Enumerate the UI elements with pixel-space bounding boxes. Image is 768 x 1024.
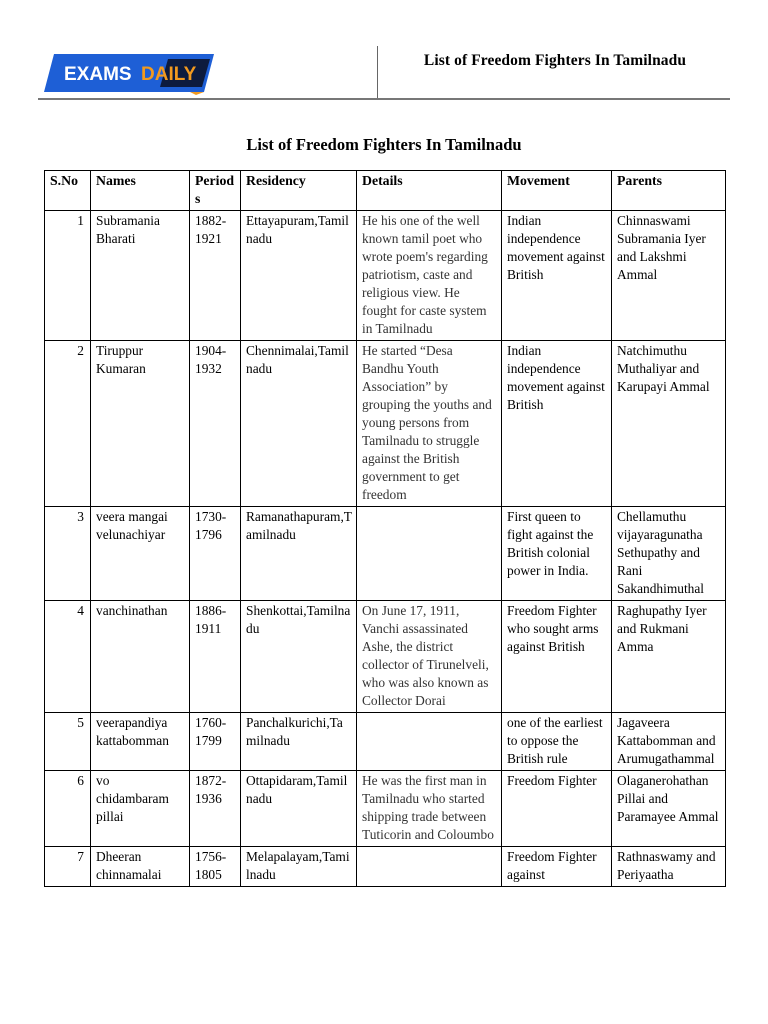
cell-name: Dheeran chinnamalai [91, 847, 190, 887]
cell-period: 1872-1936 [190, 771, 241, 847]
cell-sno: 4 [45, 601, 91, 713]
cell-period: 1882-1921 [190, 211, 241, 341]
column-header-details: Details [357, 171, 502, 211]
cell-residency: Melapalayam,Tamilnadu [241, 847, 357, 887]
table-row [45, 341, 726, 507]
column-header-sno: S.No [45, 171, 91, 211]
cell-parents: Chellamuthu vijayaragunatha Sethupathy and Rani Sakandhimuthal [612, 507, 726, 601]
table-row [45, 211, 726, 341]
cell-parents: Jagaveera Kattabomman and Arumugathammal [612, 713, 726, 771]
cell-movement: Indian independence movement against British [502, 211, 612, 341]
table-row [45, 847, 726, 887]
header-rule [38, 98, 730, 100]
cell-sno: 3 [45, 507, 91, 601]
cell-period: 1904-1932 [190, 341, 241, 507]
logo-accent-shape [190, 92, 204, 95]
cell-residency: Shenkottai,Tamilnadu [241, 601, 357, 713]
cell-sno: 6 [45, 771, 91, 847]
table-row [45, 507, 726, 601]
cell-sno: 1 [45, 211, 91, 341]
column-header-residency: Residency [241, 171, 357, 211]
exams-daily-logo [44, 51, 214, 95]
document-title: List of Freedom Fighters In Tamilnadu [246, 135, 522, 154]
logo-word-daily: DAILY [141, 64, 197, 85]
cell-details [357, 713, 502, 771]
cell-details: On June 17, 1911, Vanchi assassinated Ashe, the district collector of Tirunelveli, who was also known as Collector Dorai [357, 601, 502, 713]
table-row [45, 713, 726, 771]
cell-residency: Chennimalai,Tamilnadu [241, 341, 357, 507]
cell-name: vanchinathan [91, 601, 190, 713]
cell-parents: Raghupathy Iyer and Rukmani Amma [612, 601, 726, 713]
cell-name: Tiruppur Kumaran [91, 341, 190, 507]
cell-parents: Natchimuthu Muthaliyar and Karupayi Ammal [612, 341, 726, 507]
logo-graphic [44, 51, 214, 95]
cell-movement: Freedom Fighter who sought arms against British [502, 601, 612, 713]
table-row [45, 601, 726, 713]
cell-period: 1730-1796 [190, 507, 241, 601]
cell-sno: 5 [45, 713, 91, 771]
cell-name: veerapandiya kattabomman [91, 713, 190, 771]
column-header-movement: Movement [502, 171, 612, 211]
cell-period: 1760-1799 [190, 713, 241, 771]
column-header-parents: Parents [612, 171, 726, 211]
cell-details: He was the first man in Tamilnadu who started shipping trade between Tuticorin and Coloumbo [357, 771, 502, 847]
cell-name: vo chidambaram pillai [91, 771, 190, 847]
table-header-row [45, 171, 726, 211]
column-header-periods: Periods [190, 171, 241, 211]
cell-details: He started “Desa Bandhu Youth Association” by grouping the youths and young persons from Tamilnadu to struggle against the British government to get freedom [357, 341, 502, 507]
table-row [45, 771, 726, 847]
cell-residency: Ottapidaram,Tamilnadu [241, 771, 357, 847]
cell-parents: Rathnaswamy and Periyaatha [612, 847, 726, 887]
cell-parents: Olaganerohathan Pillai and Paramayee Ammal [612, 771, 726, 847]
logo-word-exams: EXAMS [64, 64, 132, 85]
cell-residency: Panchalkurichi,Tamilnadu [241, 713, 357, 771]
header-divider [377, 46, 378, 98]
header-title: List of Freedom Fighters In Tamilnadu [423, 52, 687, 69]
cell-name: Subramania Bharati [91, 211, 190, 341]
cell-name: veera mangai velunachiyar [91, 507, 190, 601]
column-header-names: Names [91, 171, 190, 211]
cell-parents: Chinnaswami Subramania Iyer and Lakshmi Ammal [612, 211, 726, 341]
cell-period: 1756-1805 [190, 847, 241, 887]
cell-movement: one of the earliest to oppose the British rule [502, 713, 612, 771]
cell-details [357, 847, 502, 887]
cell-residency: Ettayapuram,Tamilnadu [241, 211, 357, 341]
cell-sno: 2 [45, 341, 91, 507]
cell-details [357, 507, 502, 601]
cell-details: He his one of the well known tamil poet who wrote poem's regarding patriotism, caste and religious view. He fought for caste system in Tamilnadu [357, 211, 502, 341]
cell-movement: Freedom Fighter [502, 771, 612, 847]
cell-movement: Indian independence movement against British [502, 341, 612, 507]
cell-sno: 7 [45, 847, 91, 887]
cell-movement: First queen to fight against the British colonial power in India. [502, 507, 612, 601]
cell-period: 1886-1911 [190, 601, 241, 713]
cell-movement: Freedom Fighter against [502, 847, 612, 887]
cell-residency: Ramanathapuram,Tamilnadu [241, 507, 357, 601]
freedom-fighters-table [44, 170, 726, 887]
